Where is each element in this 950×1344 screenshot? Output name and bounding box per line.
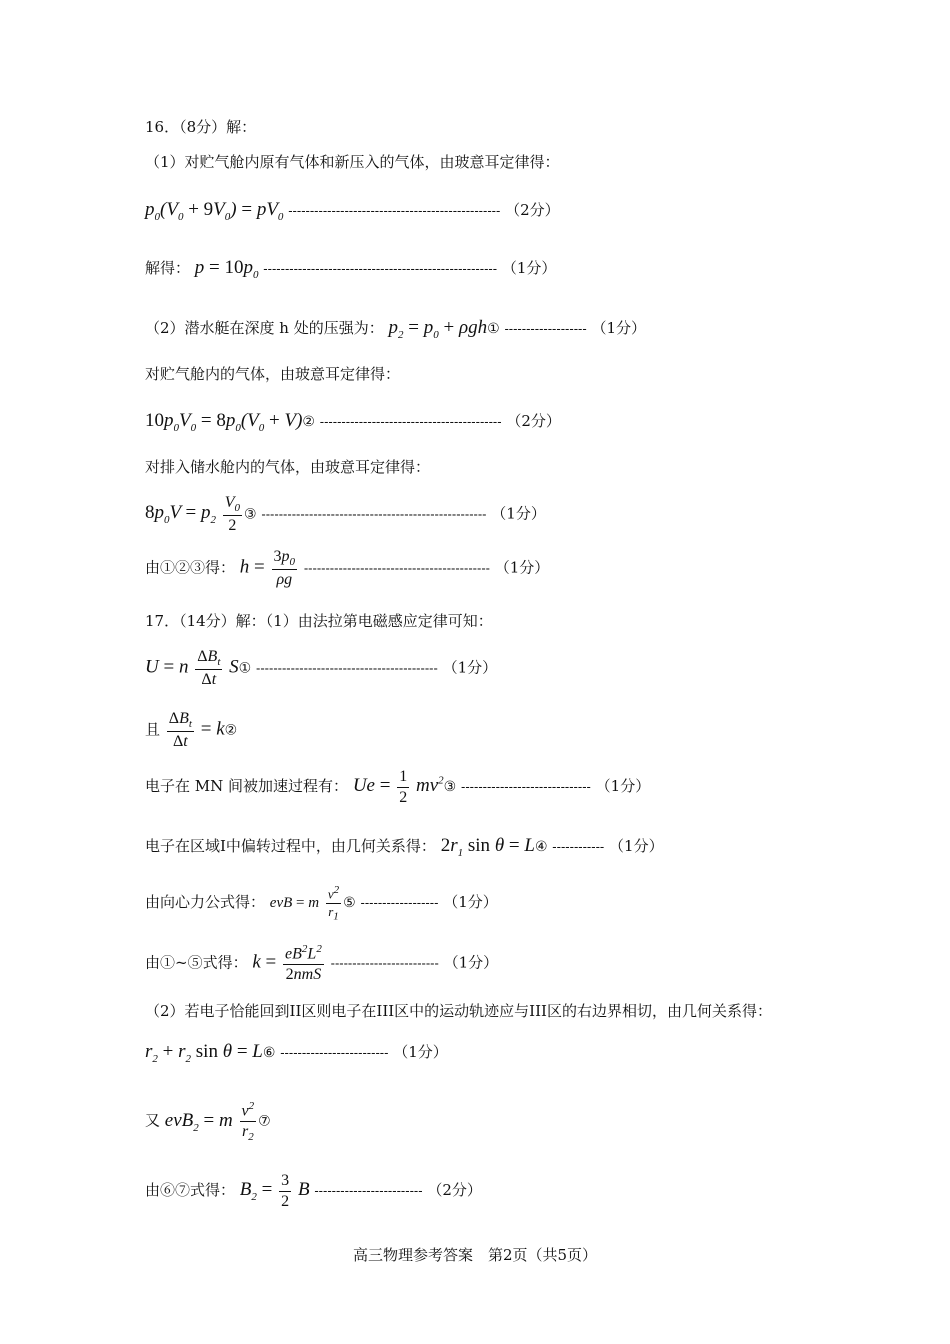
score: （1分） [442, 658, 498, 677]
score: （1分） [595, 777, 651, 796]
equation-centripetal-2: 又 evB$_2$ = m $\frac{v^2}{r_2}$ ⑦ [145, 1100, 271, 1144]
q16-tank-intro: 对贮气舱内的气体，由玻意耳定律得： [145, 365, 401, 383]
score: （1分） [491, 504, 546, 523]
dash-leader: ------------------------------------------------------ [263, 261, 498, 276]
equation-rate: 且 $\frac{\Delta B_t}{\Delta t}$ = k② [145, 710, 238, 751]
dash-leader: ------------------------------------------ [256, 660, 438, 676]
q17-heading: 17．（14分）解：（1）由法拉第电磁感应定律可知： [145, 612, 493, 630]
result-h: 由①②③得： h = $\frac{3p_0}{\rho g}$ ------------------------------------------- （1分） [145, 548, 550, 589]
pressure-depth: （2）潜水艇在深度 h 处的压强为： $p_2 = p_0$ + ρgh① ------------------- （1分） [145, 317, 647, 341]
q16-part1-intro: （1）对贮气舱内原有气体和新压入的气体，由玻意耳定律得： [145, 153, 560, 171]
equation-faraday: U = n $\frac{\Delta B_t}{\Delta t}$ S① ------------------------------------------ （1分） [145, 648, 498, 689]
dash-leader: ------------------------------ [461, 779, 591, 795]
score: （1分） [443, 953, 499, 972]
equation-geometry-2: $r_2 + r_2$ sin θ = L⑥ ------------------------- （1分） [145, 1041, 448, 1065]
score: （2分） [427, 1181, 482, 1200]
score: （1分） [494, 558, 550, 577]
q17-part2-intro: （2）若电子恰能回到II区则电子在III区中的运动轨迹应与III区的右边界相切，由几何关系得： [145, 1002, 772, 1020]
solution-p: 解得： $p = 10p_0$ ------------------------------------------------------ （1分） [145, 257, 557, 281]
equation-accel: 电子在 MN 间被加速过程有： Ue = $\frac{1}{2}$ $mv^2③$ ------------------------------ （1分） [145, 768, 651, 806]
score: （1分） [393, 1043, 448, 1061]
dash-leader: ------------------ [360, 895, 439, 911]
dash-leader: ------------------------------------------ [319, 414, 502, 429]
dash-leader: ---------------------------------------------------- [261, 506, 487, 522]
score: （2分） [505, 201, 560, 219]
score: （1分） [591, 319, 647, 337]
dash-leader: ------------ [552, 839, 605, 854]
equation-boyle-1: $p_0(V_0 + 9V_0) = pV_0$ ------------------------------------------------- （2分） [145, 199, 560, 223]
result-k: 由①~⑤式得： k = $\frac{eB^2L^2}{\text{2nmS}}$ ------------------------- （1分） [145, 943, 499, 983]
equation-centripetal-1: 由向心力公式得： evB = m $\frac{v^2}{r_1}$ ⑤ ------------------ （1分） [145, 884, 498, 923]
score: （1分） [443, 893, 498, 912]
equation-boyle-2: $10p_0V_0 = 8p_0(V_0$ + V)② ------------------------------------------ （2分） [145, 410, 561, 434]
dash-leader: ------------------------- [280, 1045, 389, 1060]
equation-geometry-1: 电子在区域I中偏转过程中，由几何关系得： $2r_1$ sin θ = L④ ------------ （1分） [145, 835, 664, 859]
dash-leader: ------------------- [504, 321, 587, 336]
dash-leader: ------------------------- [330, 955, 439, 971]
result-b2: 由⑥⑦式得： $B_2$ = $\frac{3}{2}$ B ------------------------- （2分） [145, 1172, 482, 1210]
dash-leader: ------------------------------------------- [303, 560, 490, 576]
dash-leader: ------------------------------------------------- [288, 203, 501, 218]
q16-heading: 16．（8分）解： [145, 118, 257, 136]
equation-boyle-3: $8p_0V = p_2$ $\frac{V_0}{2}$ ③ ---------------------------------------------------- （1分） [145, 494, 546, 535]
score: （1分） [609, 837, 664, 855]
score: （1分） [501, 259, 557, 277]
dash-leader: ------------------------- [314, 1183, 423, 1199]
q16-water-tank-intro: 对排入储水舱内的气体，由玻意耳定律得： [145, 458, 431, 476]
page-footer: 高三物理参考答案 第2页（共5页） [352, 1246, 598, 1264]
score: （2分） [506, 412, 561, 430]
